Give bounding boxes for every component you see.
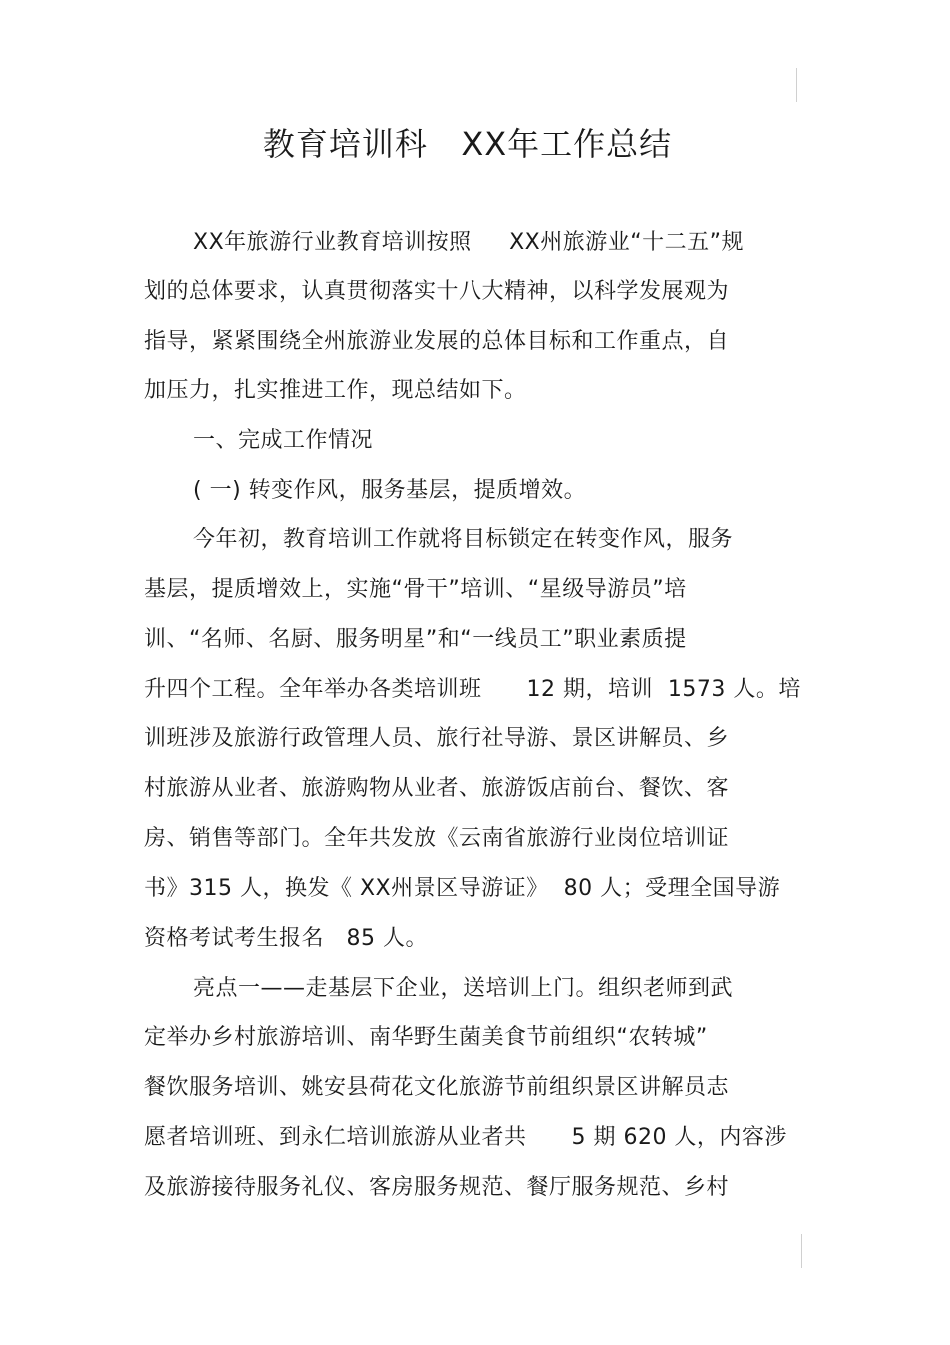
paragraph-line: 愿者培训班、到永仁培训旅游从业者共 5 期 620 人，内容涉 bbox=[144, 1125, 787, 1150]
paragraph-line: 今年初，教育培训工作就将目标锁定在转变作风，服务 bbox=[193, 527, 734, 552]
paragraph-line: 餐饮服务培训、姚安县荷花文化旅游节前组织景区讲解员志 bbox=[144, 1075, 730, 1100]
paragraph-line: 书》315 人，换发《 XX州景区导游证》 80 人；受理全国导游 bbox=[144, 876, 781, 901]
paragraph-line: 定举办乡村旅游培训、南华野生菌美食节前组织“农转城” bbox=[144, 1025, 708, 1050]
paragraph-line: 加压力，扎实推进工作，现总结如下。 bbox=[144, 378, 527, 403]
paragraph-line: 升四个工程。全年举办各类培训班 12 期，培训 1573 人。培 bbox=[144, 677, 801, 702]
paragraph-line: XX年旅游行业教育培训按照 XX州旅游业“十二五”规 bbox=[193, 230, 745, 255]
subsection-heading: ( 一) 转变作风，服务基层，提质增效。 bbox=[193, 478, 587, 503]
paragraph-line: 村旅游从业者、旅游购物从业者、旅游饭店前台、餐饮、客 bbox=[144, 776, 730, 801]
crop-mark-top-right bbox=[796, 68, 797, 102]
paragraph-line: 划的总体要求，认真贯彻落实十八大精神，以科学发展观为 bbox=[144, 279, 730, 304]
paragraph-line: 及旅游接待服务礼仪、客房服务规范、餐厅服务规范、乡村 bbox=[144, 1175, 730, 1200]
paragraph-line: 基层，提质增效上，实施“骨干”培训、“星级导游员”培 bbox=[144, 577, 687, 602]
section-heading: 一、完成工作情况 bbox=[193, 428, 374, 453]
document-title: 教育培训科 XX年工作总结 bbox=[262, 125, 673, 163]
paragraph-line: 资格考试考生报名 85 人。 bbox=[144, 926, 428, 951]
paragraph-line: 训、“名师、名厨、服务明星”和“一线员工”职业素质提 bbox=[144, 627, 687, 652]
paragraph-line: 房、销售等部门。全年共发放《云南省旅游行业岗位培训证 bbox=[144, 826, 730, 851]
paragraph-line: 指导，紧紧围绕全州旅游业发展的总体目标和工作重点，自 bbox=[144, 329, 730, 354]
paragraph-line: 亮点一——走基层下企业，送培训上门。组织老师到武 bbox=[193, 976, 734, 1001]
paragraph-line: 训班涉及旅游行政管理人员、旅行社导游、景区讲解员、乡 bbox=[144, 726, 730, 751]
crop-mark-bottom-right bbox=[801, 1234, 802, 1268]
